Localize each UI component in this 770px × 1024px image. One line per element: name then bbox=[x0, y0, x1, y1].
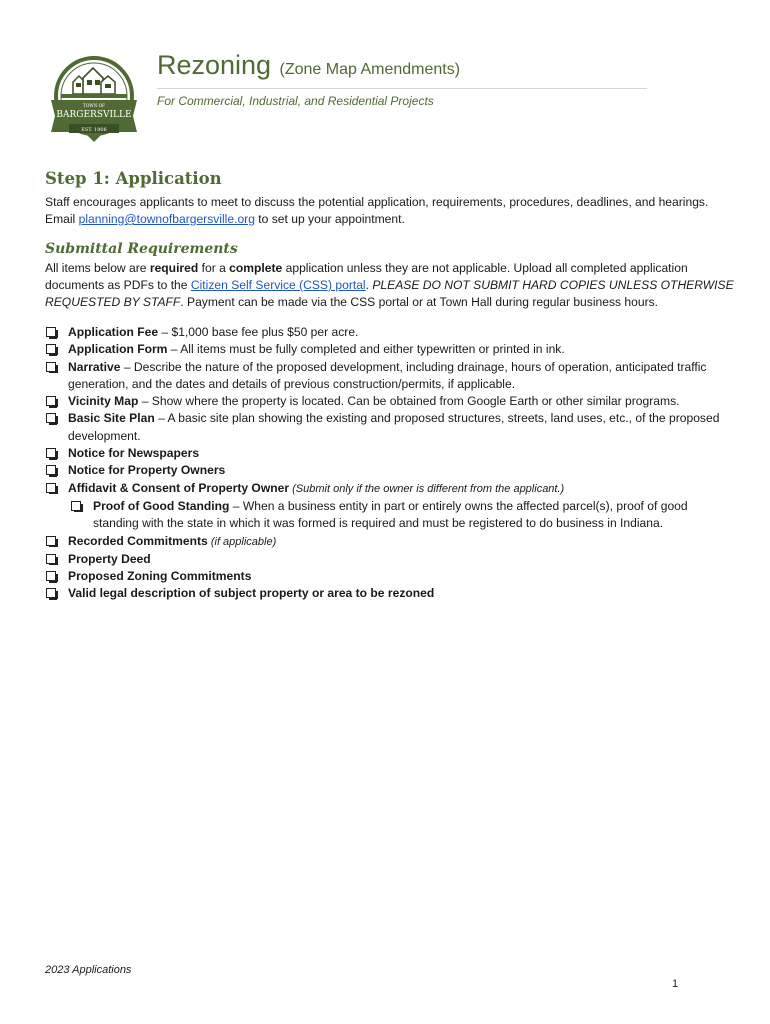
item-title: Affidavit & Consent of Property Owner bbox=[68, 480, 290, 495]
list-item-application-fee bbox=[45, 324, 735, 341]
item-title: Notice for Newspapers bbox=[68, 446, 200, 461]
submittal-bold-complete: complete bbox=[229, 261, 283, 275]
list-item-notice-property-owners bbox=[45, 462, 735, 479]
step1-text-after: to set up your appointment. bbox=[254, 212, 405, 226]
list-item-legal-description bbox=[45, 585, 735, 602]
requirements-checklist bbox=[45, 324, 735, 603]
item-title: Proposed Zoning Commitments bbox=[68, 569, 252, 584]
submittal-text-5: . Payment can be made via the CSS portal or at Town Hall during regular business hours. bbox=[180, 295, 659, 309]
item-title: Proof of Good Standing bbox=[93, 498, 230, 513]
checkbox-icon bbox=[46, 396, 56, 406]
checkbox-icon bbox=[46, 344, 56, 354]
item-title: Vicinity Map bbox=[68, 394, 139, 409]
checkbox-icon bbox=[46, 571, 56, 581]
checkbox-icon bbox=[46, 554, 56, 564]
item-title: Recorded Commitments bbox=[68, 533, 208, 548]
item-note: (Submit only if the owner is different from the applicant.) bbox=[289, 482, 565, 495]
item-text: – A basic site plan showing the existing and proposed structures, streets, land uses, etc., of the proposed development. bbox=[68, 411, 720, 443]
list-item-affidavit bbox=[45, 480, 735, 498]
list-item-application-form bbox=[45, 341, 735, 358]
checkbox-icon bbox=[46, 362, 56, 372]
page-subtitle: For Commercial, Industrial, and Residential Projects bbox=[157, 94, 434, 108]
title-paren: (Zone Map Amendments) bbox=[279, 61, 461, 78]
submittal-paragraph bbox=[45, 260, 735, 311]
step1-paragraph bbox=[45, 194, 735, 228]
logo-name: BARGERSVILLE bbox=[56, 110, 132, 120]
list-item-narrative bbox=[45, 359, 735, 394]
list-item-property-deed bbox=[45, 551, 735, 568]
item-text: – When a business entity in part or entirely owns the affected parcel(s), proof of good standing with the state in which it was formed is required and must be registered to do business in Indiana. bbox=[93, 498, 688, 531]
item-text: – Describe the nature of the proposed development, including drainage, hours of operation, anticipated traffic generation, and the dates and details of previous construction/permits, if applicable. bbox=[68, 359, 707, 391]
checkbox-icon bbox=[46, 536, 56, 546]
list-item-proposed-zoning-commitments bbox=[45, 568, 735, 585]
page-title bbox=[157, 50, 460, 81]
town-logo bbox=[47, 54, 141, 146]
logo-est: EST. 1906 bbox=[81, 127, 107, 133]
list-item-vicinity-map bbox=[45, 393, 735, 410]
css-portal-link[interactable]: Citizen Self Service (CSS) portal bbox=[190, 278, 366, 292]
checkbox-icon bbox=[71, 501, 81, 511]
list-item-notice-newspapers bbox=[45, 445, 735, 462]
submittal-italic-notice: PLEASE DO NOT SUBMIT HARD COPIES UNLESS OTHERWISE REQUESTED BY STAFF bbox=[45, 278, 734, 309]
logo-town-label: TOWN OF bbox=[83, 103, 105, 108]
checkbox-icon bbox=[46, 465, 56, 475]
step1-text-before: Staff encourages applicants to meet to discuss the potential application, requirements, procedures, deadlines, and hearings. Email bbox=[45, 195, 709, 226]
item-title: Valid legal description of subject property or area to be rezoned bbox=[68, 586, 435, 601]
checkbox-icon bbox=[46, 327, 56, 337]
item-text: – Show where the property is located. Can be obtained from Google Earth or other similar programs. bbox=[138, 394, 680, 409]
item-text: – $1,000 base fee plus $50 per acre. bbox=[158, 325, 359, 339]
checkbox-icon bbox=[46, 588, 56, 598]
step1-heading: Step 1: Application bbox=[45, 169, 222, 188]
item-title: Narrative bbox=[68, 359, 121, 374]
checkbox-icon bbox=[46, 448, 56, 458]
item-title: Property Deed bbox=[68, 551, 151, 566]
item-title: Basic Site Plan bbox=[68, 411, 155, 426]
list-item-proof-good-standing bbox=[70, 498, 735, 533]
checkbox-icon bbox=[46, 413, 56, 423]
title-main: Rezoning bbox=[157, 50, 272, 80]
submittal-text-4: . bbox=[365, 278, 373, 292]
list-item-recorded-commitments bbox=[45, 533, 735, 551]
item-title: Application Fee bbox=[68, 325, 159, 339]
submittal-text-1: All items below are bbox=[45, 261, 150, 275]
item-text: – All items must be fully completed and either typewritten or printed in ink. bbox=[167, 342, 565, 357]
submittal-text-2: for a bbox=[198, 261, 230, 275]
list-item-basic-site-plan bbox=[45, 410, 735, 445]
email-link[interactable]: planning@townofbargersville.org bbox=[78, 212, 255, 226]
item-title: Notice for Property Owners bbox=[68, 463, 226, 478]
submittal-bold-required: required bbox=[149, 261, 199, 275]
footer-label: 2023 Applications bbox=[45, 964, 132, 976]
checkbox-icon bbox=[46, 483, 56, 493]
submittal-heading: Submittal Requirements bbox=[45, 241, 238, 257]
item-title: Application Form bbox=[68, 342, 168, 357]
item-note: (if applicable) bbox=[207, 535, 277, 548]
title-divider bbox=[157, 88, 647, 89]
page-number: 1 bbox=[672, 978, 679, 990]
submittal-text-3: application unless they are not applicable. Upload all completed application documents as PDFs to the bbox=[45, 261, 688, 292]
